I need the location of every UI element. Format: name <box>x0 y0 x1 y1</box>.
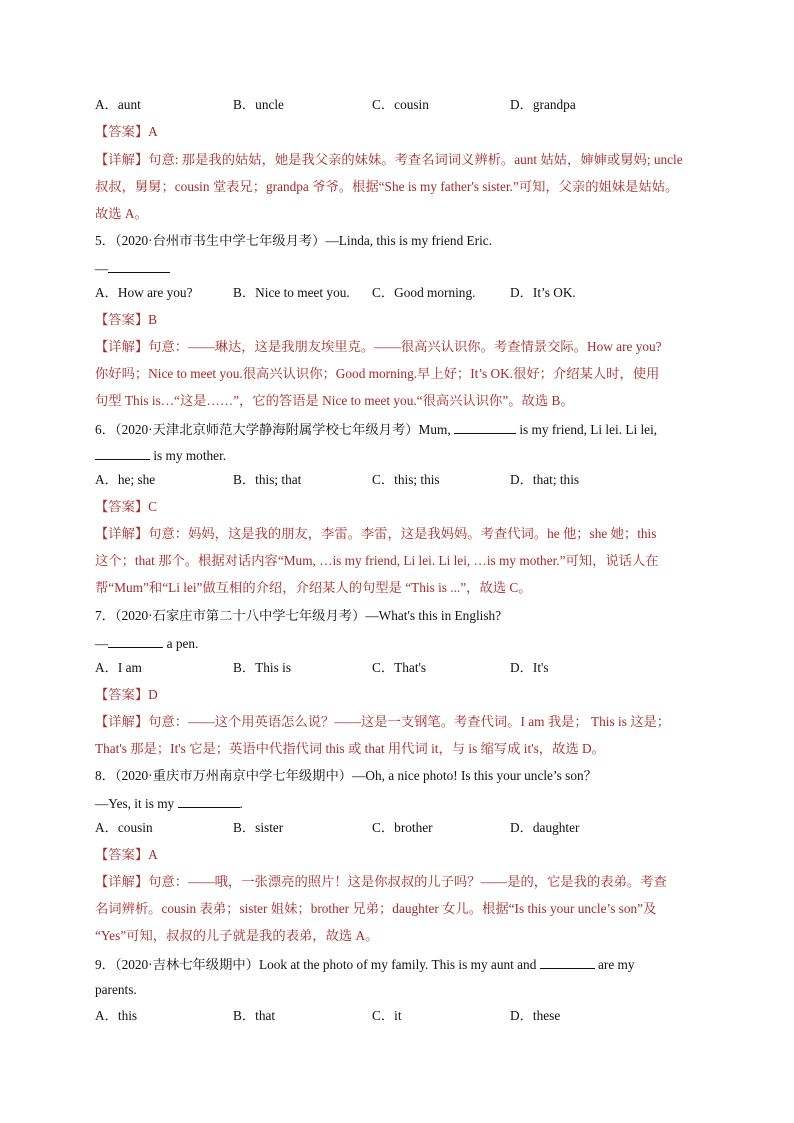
q6-option-b: B．this; that <box>233 472 302 487</box>
q9-stem-line-1 <box>95 955 635 974</box>
q4-explain-2: 叔叔，舅舅；cousin 堂表兄；grandpa 爷爷。根据“She is my father's sister.”可知，父亲的姐妹是姑姑。 <box>95 179 679 194</box>
q6-stem-b: is my friend, Li lei. Li lei, <box>519 422 658 437</box>
q7-dash: — <box>95 636 109 651</box>
q8-option-a: A．cousin <box>95 820 153 835</box>
q9-stem-a: 9．（2020·吉林七年级期中）Look at the photo of my family. This is my aunt and <box>95 957 537 972</box>
q6-option-c: C．this; this <box>372 472 440 487</box>
q8-answer: 【答案】A <box>95 847 158 862</box>
q9-stem-line-2: parents. <box>95 982 137 997</box>
q7-option-d: D．It's <box>510 660 549 675</box>
q7-option-a: A．I am <box>95 660 142 675</box>
q5-option-a: A．How are you? <box>95 285 193 300</box>
q5-stem: 5．（2020·台州市书生中学七年级月考）—Linda, this is my friend Eric. <box>95 233 493 248</box>
q6-stem-c: is my mother. <box>153 448 227 463</box>
q8-option-c: C．brother <box>372 820 433 835</box>
q4-option-a: A．aunt <box>95 97 141 112</box>
q8-explain-2: 名词辨析。cousin 表弟；sister 姐妹；brother 兄弟；daughter 女儿。根据“Is this your uncle’s son”及 <box>95 901 657 916</box>
q8-stem-b: —Yes, it is my <box>95 796 175 811</box>
q7-answer: 【答案】D <box>95 687 158 702</box>
q5-option-b: B．Nice to meet you. <box>233 285 350 300</box>
q6-blank-2 <box>95 446 150 460</box>
q8-option-d: D．daughter <box>510 820 580 835</box>
q8-blank <box>178 794 240 808</box>
q4-option-c: C．cousin <box>372 97 429 112</box>
q5-option-c: C．Good morning. <box>372 285 476 300</box>
q6-explain-3: 帮“Mum”和“Li lei”做互相的介绍，介绍某人的句型是 “This is ...”，故选 C。 <box>95 580 532 595</box>
q9-option-d: D．these <box>510 1008 561 1023</box>
q5-answer: 【答案】B <box>95 312 158 327</box>
q6-stem-a: 6．（2020·天津北京师范大学静海附属学校七年级月考）Mum, <box>95 422 451 437</box>
q4-explain-1: 【详解】句意: 那是我的姑姑，她是我父亲的妹妹。考查名词词义辨析。aunt 姑姑，婶婶或舅妈; uncle <box>95 152 683 167</box>
q9-option-c: C．it <box>372 1008 402 1023</box>
q5-explain-2: 你好吗；Nice to meet you.很高兴认识你；Good morning.早上好；It’s OK.很好；介绍某人时，使用 <box>95 366 660 381</box>
q5-blank <box>108 259 170 273</box>
q8-explain-3: “Yes”可知，叔叔的儿子就是我的表弟，故选 A。 <box>95 928 379 943</box>
q4-option-d: D．grandpa <box>510 97 576 112</box>
q7-option-c: C．That's <box>372 660 427 675</box>
q9-option-b: B．that <box>233 1008 276 1023</box>
q5-explain-1: 【详解】句意：——琳达，这是我朋友埃里克。——很高兴认识你。考查情景交际。How are you? <box>95 339 662 354</box>
q6-blank-1 <box>454 420 516 434</box>
q7-stem-b: a pen. <box>166 636 199 651</box>
q7-stem: 7．（2020·石家庄市第二十八中学七年级月考）—What's this in English? <box>95 608 502 623</box>
q5-dash: — <box>95 261 109 276</box>
q9-option-a: A．this <box>95 1008 138 1023</box>
q7-option-b: B．This is <box>233 660 291 675</box>
q7-explain-1: 【详解】句意：——这个用英语怎么说？——这是一支钢笔。考查代词。I am 我是； This is 这是； <box>95 714 671 729</box>
q5-explain-3: 句型 This is…“这是……”，它的答语是 Nice to meet you.“很高兴认识你”。故选 B。 <box>95 393 574 408</box>
q6-explain-2: 这个；that 那个。根据对话内容“Mum, …is my friend, Li lei. Li lei, …is my mother.”可知，说话人在 <box>95 553 659 568</box>
q4-answer: 【答案】A <box>95 124 158 139</box>
q6-answer: 【答案】C <box>95 499 158 514</box>
q7-explain-2: That's 那是；It's 它是；英语中代指代词 this 或 that 用代词 it，与 is 缩写成 it's，故选 D。 <box>95 741 605 756</box>
q8-stem: 8．（2020·重庆市万州南京中学七年级期中）—Oh, a nice photo! Is this your uncle’s son？ <box>95 768 597 783</box>
q5-response-line <box>95 259 170 278</box>
q7-blank <box>108 634 163 648</box>
q7-response-line <box>95 634 198 653</box>
q6-option-a: A．he; she <box>95 472 156 487</box>
q5-option-d: D．It’s OK. <box>510 285 576 300</box>
q6-stem-line-2 <box>95 446 226 465</box>
q6-stem-line-1 <box>95 420 657 439</box>
q4-explain-3: 故选 A。 <box>95 206 148 221</box>
q8-stem-c: . <box>239 796 243 811</box>
q6-explain-1: 【详解】句意：妈妈，这是我的朋友，李雷。李雷，这是我妈妈。考查代词。he 他；she 她；this <box>95 526 657 541</box>
q8-option-b: B．sister <box>233 820 284 835</box>
q9-stem-b: are my <box>598 957 635 972</box>
q9-blank <box>540 955 595 969</box>
q8-explain-1: 【详解】句意：——哦，一张漂亮的照片！这是你叔叔的儿子吗？——是的，它是我的表弟。考查 <box>95 874 667 889</box>
q8-response-line <box>95 794 243 813</box>
q6-option-d: D．that; this <box>510 472 580 487</box>
q4-option-b: B．uncle <box>233 97 284 112</box>
